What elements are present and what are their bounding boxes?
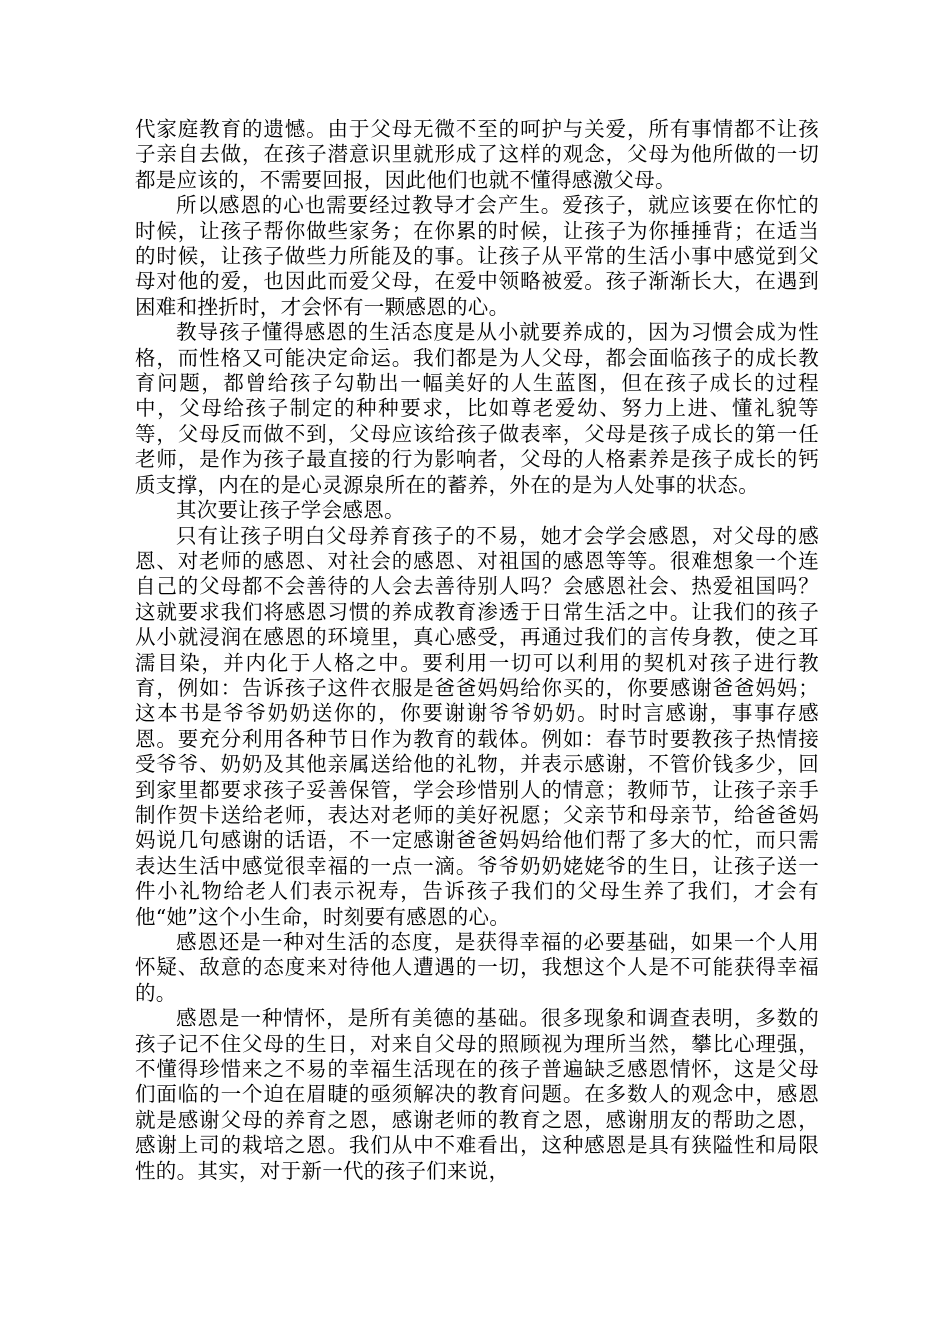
paragraph: 所以感恩的心也需要经过教导才会产生。爱孩子，就应该要在你忙的时候，让孩子帮你做些家务；在你累的时候，让孩子为你捶捶背；在适当的时候，让孩子做些力所能及的事。让孩子从平常的生活小事中感觉到父母对他的爱，也因此而爱父母，在爱中领略被爱。孩子渐渐长大，在遇到困难和挫折时，才会怀有一颗感恩的心。 [135,193,819,319]
paragraph-continued: 代家庭教育的遗憾。由于父母无微不至的呵护与关爱，所有事情都不让孩子亲自去做，在孩子潜意识里就形成了这样的观念，父母为他所做的一切都是应该的，不需要回报，因此他们也就不懂得感激父母。 [135,117,819,192]
paragraph: 感恩是一种情怀，是所有美德的基础。很多现象和调查表明，多数的孩子记不住父母的生日，对来自父母的照顾视为理所当然，攀比心理强，不懂得珍惜来之不易的幸福生活现在的孩子普遍缺乏感恩情怀，这是父母们面临的一个迫在眉睫的亟须解决的教育问题。在多数人的观念中，感恩就是感谢父母的养育之恩，感谢老师的教育之恩，感谢朋友的帮助之恩，感谢上司的栽培之恩。我们从中不难看出，这种感恩是具有狭隘性和局限性的。其实，对于新一代的孩子们来说， [135,1006,819,1183]
paragraph-heading: 其次要让孩子学会感恩。 [176,498,405,523]
paragraph: 只有让孩子明白父母养育孩子的不易，她才会学会感恩，对父母的感恩、对老师的感恩、对社会的感恩、对祖国的感恩等等。很难想象一个连自己的父母都不会善待的人会去善待别人吗？会感恩社会、热爱祖国吗？这就要求我们将感恩习惯的养成教育渗透于日常生活之中。让我们的孩子从小就浸润在感恩的环境里，真心感受，再通过我们的言传身教，使之耳濡目染，并内化于人格之中。要利用一切可以利用的契机对孩子进行教育，例如：告诉孩子这件衣服是爸爸妈妈给你买的，你要感谢爸爸妈妈；这本书是爷爷奶奶送你的，你要谢谢爷爷奶奶。时时言感谢，事事存感恩。要充分利用各种节日作为教育的载体。例如：春节时要教孩子热情接受爷爷、奶奶及其他亲属送给他的礼物，并表示感谢，不管价钱多少，回到家里都要求孩子妥善保管，学会珍惜别人的情意；教师节，让孩子亲手制作贺卡送给老师，表达对老师的美好祝愿；父亲节和母亲节，给爸爸妈妈说几句感谢的话语，不一定感谢爸爸妈妈给他们帮了多大的忙，而只需表达生活中感觉很幸福的一点一滴。爷爷奶奶姥姥爷的生日，让孩子送一件小礼物给老人们表示祝寿，告诉孩子我们的父母生养了我们，才会有他“她”这个小生命，时刻要有感恩的心。 [135,523,819,929]
document-page [135,117,819,1184]
paragraph: 教导孩子懂得感恩的生活态度是从小就要养成的，因为习惯会成为性格，而性格又可能决定命运。我们都是为人父母，都会面临孩子的成长教育问题，都曾给孩子勾勒出一幅美好的人生蓝图，但在孩子成长的过程中，父母给孩子制定的种种要求，比如尊老爱幼、努力上进、懂礼貌等等，父母反而做不到，父母应该给孩子做表率，父母是孩子成长的第一任老师，是作为孩子最直接的行为影响者，父母的人格素养是孩子成长的钙质支撑，内在的是心灵源泉所在的蓄养，外在的是为人处事的状态。 [135,320,819,497]
paragraph: 感恩还是一种对生活的态度，是获得幸福的必要基础，如果一个人用怀疑、敌意的态度来对待他人遭遇的一切，我想这个人是不可能获得幸福的。 [135,930,819,1005]
